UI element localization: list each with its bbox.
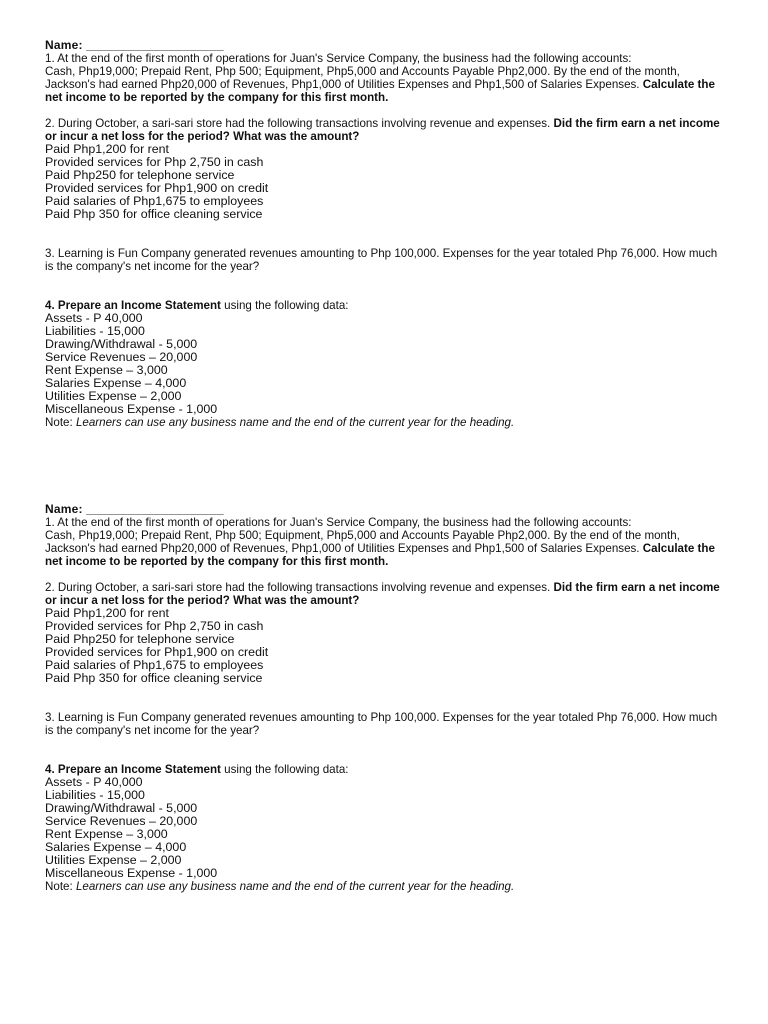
question-2-item: Provided services for Php1,900 on credit — [45, 181, 269, 195]
question-4-item: Drawing/Withdrawal - 5,000 — [45, 337, 198, 351]
question-4-item: Drawing/Withdrawal - 5,000 — [45, 801, 198, 815]
name-field-label: Name: ____________________ — [45, 502, 224, 516]
question-4-note — [45, 416, 725, 429]
question-4 — [45, 763, 725, 893]
question-4 — [45, 299, 725, 429]
question-3 — [45, 711, 725, 737]
question-2-item: Provided services for Php 2,750 in cash — [45, 619, 264, 633]
question-4-item: Utilities Expense – 2,000 — [45, 853, 182, 867]
question-4-text: using the following data: — [220, 299, 349, 312]
question-4-item: Rent Expense – 3,000 — [45, 827, 168, 841]
question-2 — [45, 117, 725, 221]
question-4-item: Salaries Expense – 4,000 — [45, 840, 187, 854]
question-4-title: 4. Prepare an Income Statement — [45, 299, 221, 312]
question-4-item: Liabilities - 15,000 — [45, 788, 145, 802]
question-1-text: 1. At the end of the first month of operations for Juan's Service Company, the business had the following accounts: — [45, 516, 632, 529]
question-2-item: Paid Php250 for telephone service — [45, 632, 235, 646]
question-1-details — [45, 65, 725, 104]
question-2-item: Paid Php1,200 for rent — [45, 142, 169, 156]
question-1 — [45, 52, 725, 104]
question-2-item: Paid salaries of Php1,675 to employees — [45, 194, 264, 208]
question-2-item: Paid Php 350 for office cleaning service — [45, 671, 263, 685]
question-1-details-text: Cash, Php19,000; Prepaid Rent, Php 500; Equipment, Php5,000 and Accounts Payable Php2,000. By the end of the month, Jackson's had earned Php20,000 of Revenues, Php1,000 of Utilities Expenses and Php1,500 of Salaries Expenses. — [45, 65, 680, 91]
note-label: Note: — [45, 416, 76, 429]
question-4-text: using the following data: — [220, 763, 349, 776]
question-4-item: Liabilities - 15,000 — [45, 324, 145, 338]
question-2-text: 2. During October, a sari-sari store had the following transactions involving revenue and expenses. — [45, 581, 554, 594]
question-1-text: 1. At the end of the first month of operations for Juan's Service Company, the business had the following accounts: — [45, 52, 632, 65]
question-4-item: Service Revenues – 20,000 — [45, 814, 198, 828]
name-field-label: Name: ____________________ — [45, 38, 224, 52]
question-4-item: Salaries Expense – 4,000 — [45, 376, 187, 390]
question-4-item: Rent Expense – 3,000 — [45, 363, 168, 377]
question-1-details — [45, 529, 725, 568]
question-2-item: Paid Php250 for telephone service — [45, 168, 235, 182]
note-text: Learners can use any business name and the end of the current year for the heading. — [75, 416, 515, 429]
question-2-item: Provided services for Php1,900 on credit — [45, 645, 269, 659]
question-4-item: Miscellaneous Expense - 1,000 — [45, 402, 218, 416]
question-2-instruction: Did the firm earn a net income or incur a net loss for the period? What was the amount? — [45, 117, 720, 143]
question-2-text-line — [45, 117, 725, 143]
worksheet-copy-2 — [45, 502, 725, 893]
question-4-item: Service Revenues – 20,000 — [45, 350, 198, 364]
question-2-item: Provided services for Php 2,750 in cash — [45, 155, 264, 169]
question-4-heading — [45, 763, 725, 776]
question-3-text: 3. Learning is Fun Company generated revenues amounting to Php 100,000. Expenses for the year totaled Php 76,000. How much is the company's net income for the year? — [45, 247, 718, 273]
note-text: Learners can use any business name and the end of the current year for the heading. — [75, 880, 515, 893]
question-1-instruction: Calculate the net income to be reported by the company for this first month. — [45, 78, 715, 104]
question-3-text: 3. Learning is Fun Company generated revenues amounting to Php 100,000. Expenses for the year totaled Php 76,000. How much is the company's net income for the year? — [45, 711, 718, 737]
question-2-text: 2. During October, a sari-sari store had the following transactions involving revenue and expenses. — [45, 117, 554, 130]
question-2 — [45, 581, 725, 685]
question-1-details-text: Cash, Php19,000; Prepaid Rent, Php 500; Equipment, Php5,000 and Accounts Payable Php2,000. By the end of the month, Jackson's had earned Php20,000 of Revenues, Php1,000 of Utilities Expenses and Php1,500 of Salaries Expenses. — [45, 529, 680, 555]
question-4-heading — [45, 299, 725, 312]
note-label: Note: — [45, 880, 76, 893]
question-2-text-line — [45, 581, 725, 607]
question-4-item: Assets - P 40,000 — [45, 311, 143, 325]
question-4-item: Utilities Expense – 2,000 — [45, 389, 182, 403]
question-4-note — [45, 880, 725, 893]
question-4-item: Assets - P 40,000 — [45, 775, 143, 789]
question-2-item: Paid salaries of Php1,675 to employees — [45, 658, 264, 672]
question-1 — [45, 516, 725, 568]
question-1-instruction: Calculate the net income to be reported by the company for this first month. — [45, 542, 715, 568]
question-4-title: 4. Prepare an Income Statement — [45, 763, 221, 776]
question-2-instruction: Did the firm earn a net income or incur a net loss for the period? What was the amount? — [45, 581, 720, 607]
question-4-item: Miscellaneous Expense - 1,000 — [45, 866, 218, 880]
question-2-item: Paid Php1,200 for rent — [45, 606, 169, 620]
worksheet-copy-1 — [45, 38, 725, 429]
question-2-item: Paid Php 350 for office cleaning service — [45, 207, 263, 221]
question-3 — [45, 247, 725, 273]
